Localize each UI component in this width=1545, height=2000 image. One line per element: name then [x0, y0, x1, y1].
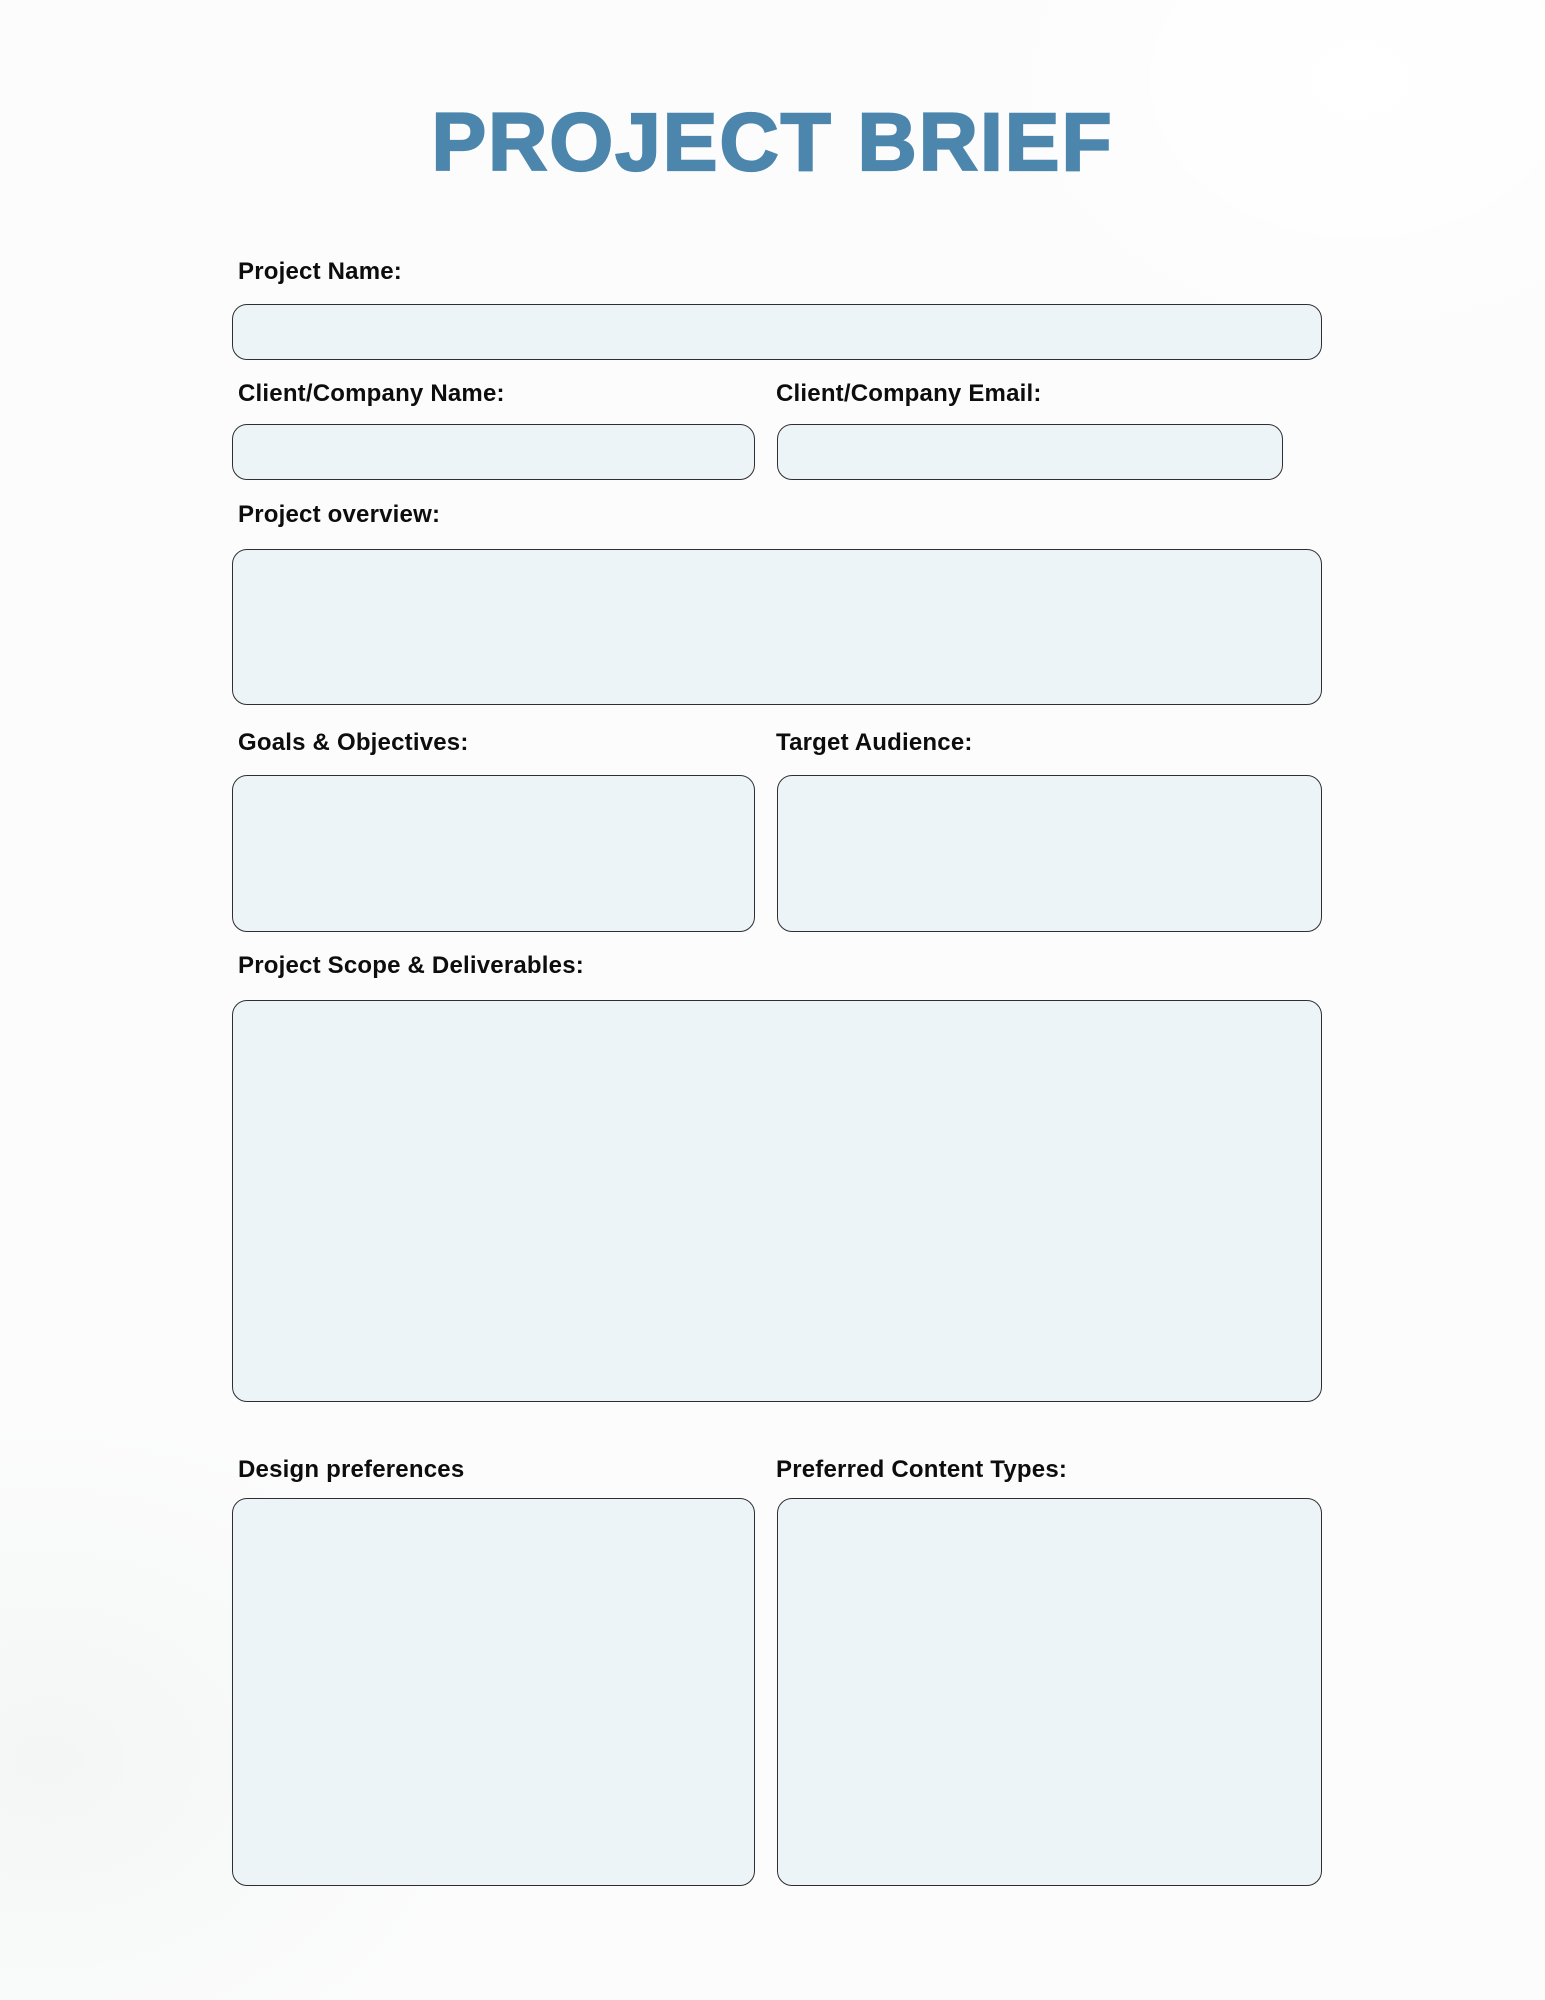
goals-objectives-input[interactable]	[232, 775, 755, 932]
project-name-label: Project Name:	[238, 258, 402, 285]
client-email-input[interactable]	[777, 424, 1283, 480]
client-email-label: Client/Company Email:	[776, 380, 1042, 407]
client-name-label: Client/Company Name:	[238, 380, 505, 407]
preferred-content-types-input[interactable]	[777, 1498, 1322, 1886]
target-audience-label: Target Audience:	[776, 729, 973, 756]
project-name-input[interactable]	[232, 304, 1322, 360]
project-scope-input[interactable]	[232, 1000, 1322, 1402]
client-name-input[interactable]	[232, 424, 755, 480]
target-audience-input[interactable]	[777, 775, 1322, 932]
project-overview-label: Project overview:	[238, 501, 441, 528]
design-preferences-label: Design preferences	[238, 1456, 465, 1483]
page-title: PROJECT BRIEF	[431, 97, 1114, 188]
project-scope-label: Project Scope & Deliverables:	[238, 952, 584, 979]
project-overview-input[interactable]	[232, 549, 1322, 705]
design-preferences-input[interactable]	[232, 1498, 755, 1886]
preferred-content-types-label: Preferred Content Types:	[776, 1456, 1068, 1483]
goals-objectives-label: Goals & Objectives:	[238, 729, 469, 756]
